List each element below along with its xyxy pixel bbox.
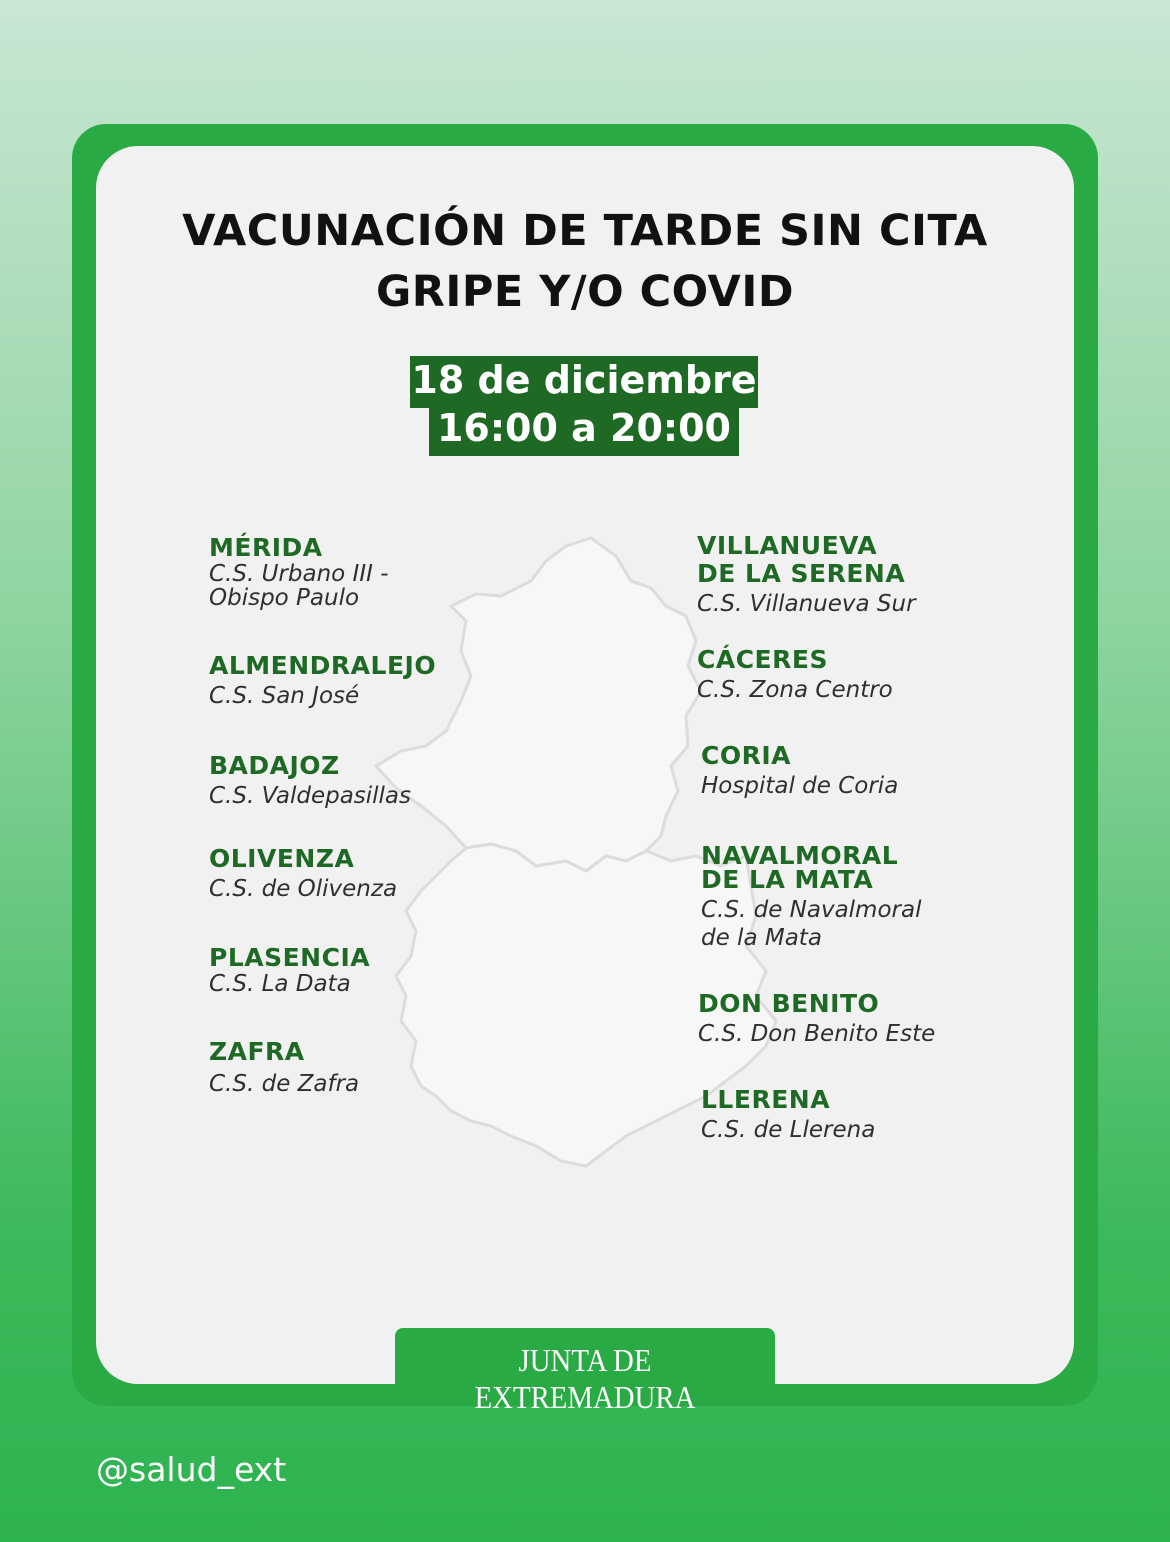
location-name: ZAFRA [209,1037,305,1066]
location-badajoz [209,752,411,808]
location-center: C.S. San José [209,683,360,709]
location-name-line2: DE LA MATA [701,865,874,894]
location-center-line2: de la Mata [701,925,822,951]
junta-logo-tab [395,1328,775,1415]
time-label: 16:00 a 20:00 [429,404,739,456]
location-name: CORIA [701,741,791,770]
location-name: PLASENCIA [209,943,371,972]
location-name: OLIVENZA [209,844,355,873]
social-handle: @salud_ext [96,1450,287,1489]
location-center: C.S. de Llerena [701,1117,876,1143]
location-navalmoral-de-la-mata [701,842,921,950]
poster-card [96,146,1074,1415]
location-olivenza [209,845,397,901]
location-name: VILLANUEVA [697,531,878,560]
location-merida [209,534,389,610]
location-name: BADAJOZ [209,751,340,780]
date-label: 18 de diciembre [410,356,758,408]
location-caceres [697,646,893,702]
location-center: C.S. Zona Centro [697,677,893,703]
location-name: LLERENA [701,1085,831,1114]
location-center: C.S. de Navalmoral [701,897,922,923]
title-line-2: GRIPE Y/O COVID [375,267,795,317]
location-center: C.S. Valdepasillas [209,783,412,809]
location-center: Hospital de Coria [701,773,899,799]
location-don-benito [698,990,935,1046]
location-zafra [209,1038,359,1096]
poster-frame [72,124,1098,1415]
location-almendralejo [209,652,436,708]
junta-logo-text: JUNTA DE EXTREMADURA [474,1342,696,1415]
location-name: DON BENITO [698,989,880,1018]
location-name: CÁCERES [697,645,828,674]
location-villanueva-de-la-serena [697,532,916,616]
location-name-line2: DE LA SERENA [697,559,906,588]
location-llerena [701,1086,875,1142]
location-plasencia [209,944,370,996]
location-name: MÉRIDA [209,533,323,562]
location-center: C.S. de Zafra [209,1071,360,1097]
location-coria [701,742,898,798]
location-center: C.S. Urbano III - [209,561,389,587]
location-name: ALMENDRALEJO [209,651,437,680]
location-name: NAVALMORAL [701,841,899,870]
location-center: C.S. Villanueva Sur [697,591,916,617]
title-line-1: VACUNACIÓN DE TARDE SIN CITA [182,206,988,256]
location-center: C.S. Don Benito Este [698,1021,936,1047]
location-center: C.S. La Data [209,971,351,997]
location-center: C.S. de Olivenza [209,876,398,902]
location-center-line2: Obispo Paulo [209,585,360,611]
